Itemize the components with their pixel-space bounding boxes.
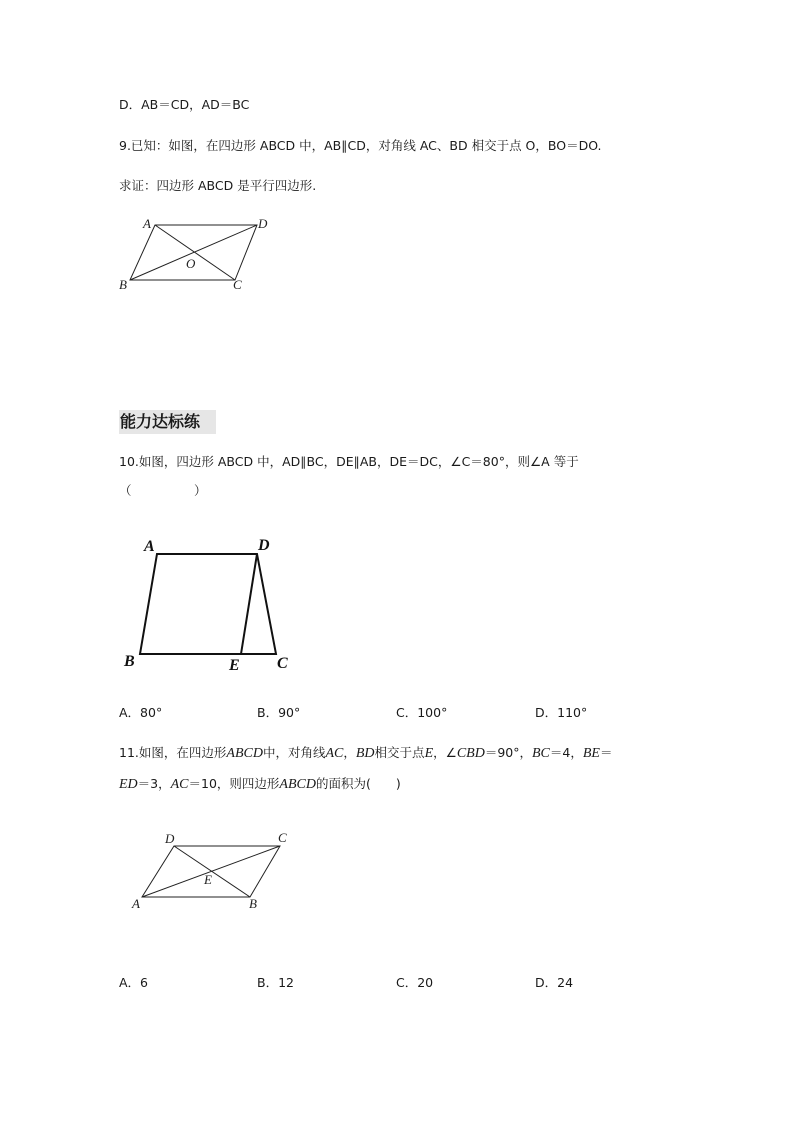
q11-option-c: C．20 bbox=[396, 975, 434, 990]
q10-option-c: C．100° bbox=[396, 705, 448, 720]
q11-var: ED bbox=[119, 777, 138, 792]
q11-diagonal-bd bbox=[174, 846, 250, 897]
q10-answer-blank: （ ） bbox=[119, 483, 207, 498]
section-title: 能力达标练 bbox=[119, 410, 216, 434]
q10-option-a: A．80° bbox=[119, 705, 163, 720]
q11-var: AC bbox=[325, 746, 344, 761]
q11-text: ＝90°， bbox=[484, 745, 532, 760]
q9-label-o: O bbox=[186, 256, 196, 271]
q9-diagonal-ac bbox=[155, 225, 235, 280]
q10-label-c: C bbox=[277, 655, 288, 672]
q10-statement: 10.如图，四边形 ABCD 中，AD∥BC，DE∥AB，DE＝DC，∠C＝80°，则∠A 等于 bbox=[119, 454, 579, 469]
q9-label-d: D bbox=[258, 216, 268, 231]
q10-label-e: E bbox=[229, 657, 240, 674]
q11-text: 相交于点 bbox=[374, 745, 425, 760]
q11-label-a: A bbox=[132, 896, 140, 911]
q11-text: ＝3， bbox=[137, 776, 171, 791]
q11-text: 11.如图，在四边形 bbox=[119, 745, 227, 760]
q11-option-d: D．24 bbox=[535, 975, 574, 990]
q10-option-d: D．110° bbox=[535, 705, 588, 720]
q11-var: BE bbox=[582, 746, 600, 761]
q11-text: ＝10，则四边形 bbox=[188, 776, 280, 791]
q11-label-b: B bbox=[249, 896, 257, 911]
q9-prove: 求证：四边形 ABCD 是平行四边形. bbox=[119, 178, 317, 193]
q11-var: BD bbox=[355, 746, 375, 761]
q11-text: ＝ bbox=[599, 745, 613, 760]
q9-statement: 9.已知：如图，在四边形 ABCD 中，AB∥CD，对角线 AC、BD 相交于点 O，BO＝DO. bbox=[119, 138, 602, 153]
q10-label-b: B bbox=[124, 653, 135, 670]
q10-label-d: D bbox=[258, 537, 270, 554]
q10-option-b: B．90° bbox=[257, 705, 301, 720]
q11-text: ，∠ bbox=[433, 745, 457, 760]
q11-statement-line1 bbox=[119, 745, 612, 762]
q11-var: ABCD bbox=[226, 746, 263, 761]
q11-option-a: A．6 bbox=[119, 975, 149, 990]
q11-label-d: D bbox=[165, 831, 175, 846]
q11-label-c: C bbox=[278, 830, 287, 845]
q11-text: 的面积为( ) bbox=[315, 776, 401, 791]
q11-var: AC bbox=[170, 777, 189, 792]
q9-label-c: C bbox=[233, 277, 242, 292]
q11-label-e: E bbox=[204, 872, 212, 887]
q10-segment-de bbox=[241, 554, 257, 654]
q11-var: ABCD bbox=[279, 777, 316, 792]
q9-label-b: B bbox=[119, 277, 127, 292]
q11-var: BC bbox=[532, 746, 550, 761]
q11-text: 中，对角线 bbox=[262, 745, 326, 760]
q11-var: E bbox=[424, 746, 434, 761]
q11-text: ＝4， bbox=[549, 745, 583, 760]
q9-label-a: A bbox=[143, 216, 151, 231]
q8-option-d: D．AB＝CD，AD＝BC bbox=[119, 97, 250, 112]
q11-text: ， bbox=[343, 745, 356, 760]
q11-statement-line2 bbox=[119, 776, 401, 793]
q11-var: CBD bbox=[456, 746, 485, 761]
q10-figure bbox=[118, 535, 298, 675]
q11-option-b: B．12 bbox=[257, 975, 294, 990]
q11-figure bbox=[128, 826, 303, 916]
q10-label-a: A bbox=[144, 538, 155, 555]
q9-figure bbox=[110, 212, 280, 297]
